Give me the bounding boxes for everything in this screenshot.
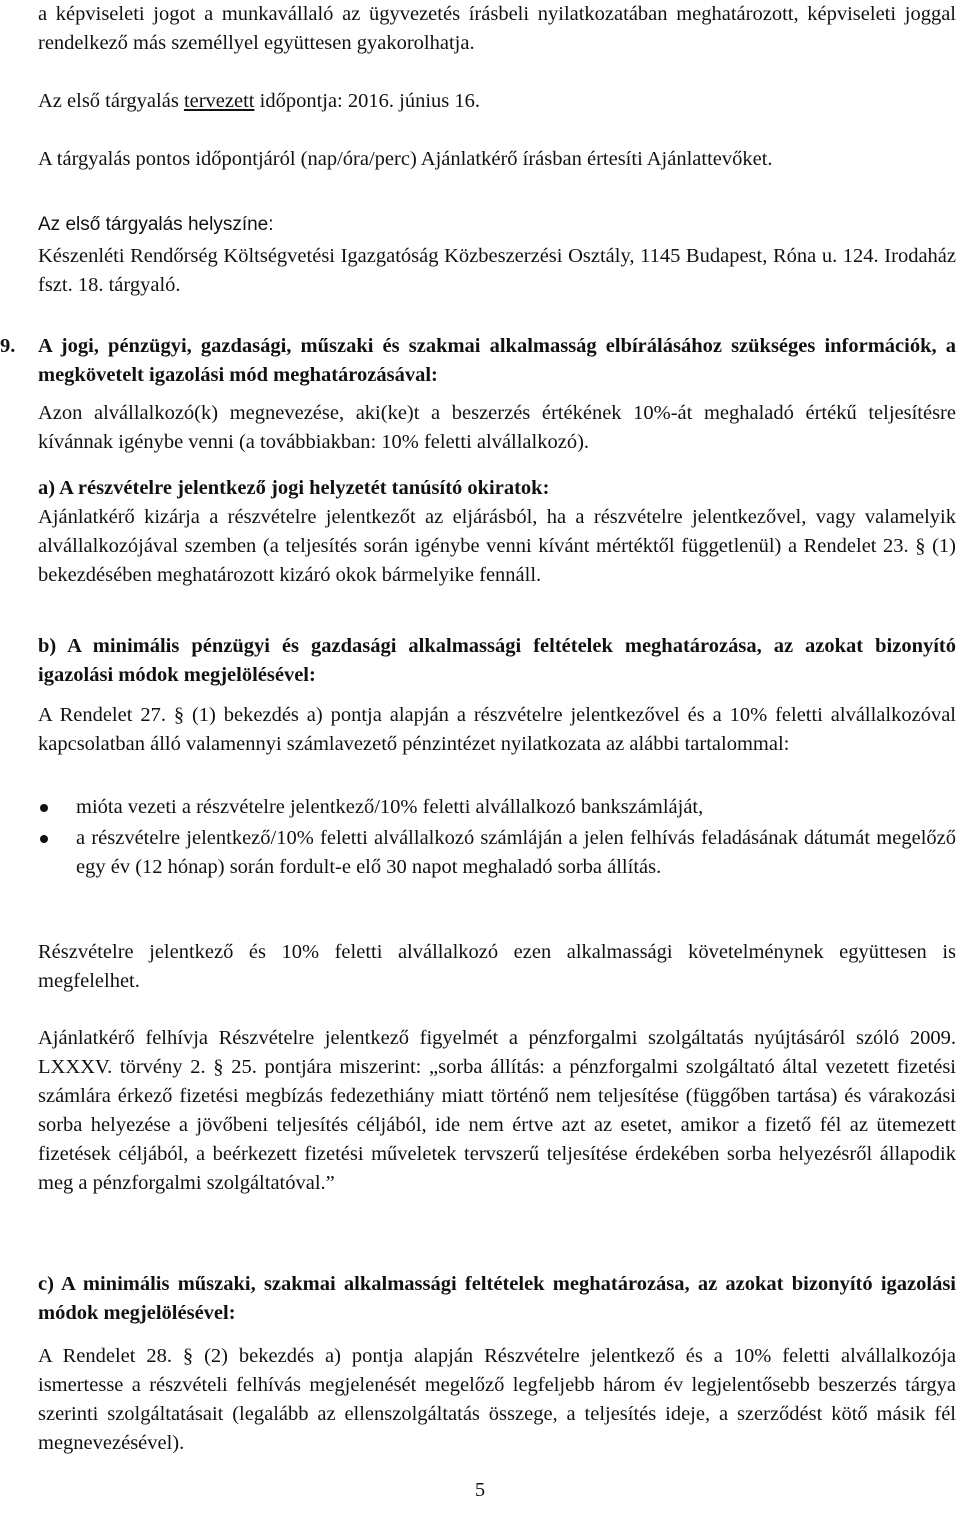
first-hearing-underlined: tervezett [183, 90, 255, 112]
section-9-heading [0, 332, 956, 390]
bullet-icon [40, 835, 48, 843]
first-hearing-suffix: időpontja: 2016. június 16. [254, 90, 480, 112]
list-item [38, 793, 956, 822]
law-reference-paragraph: Ajánlatkérő felhívja Részvételre jelentkező figyelmét a pénzforgalmi szolgáltatás nyújtásáról szóló 2009. LXXXV. törvény 2. § 25. pontjára miszerint: „sorba állítás: a pénzforgalmi szolgáltató által vezetett fizetési számlára érkező fizetési megbízás fedezethiány miatt történő nem teljesítése (függőben tartása) és várakozási sorba helyezése a jövőbeni teljesítés céljából, ide nem értve azt az esetet, amikor a fizető fél az ütemezett fizetések céljából, a beérkezett fizetési műveletek tervszerű teljesítése érdekében sorba helyezésről állapodik meg a pénzforgalmi szolgáltatóval.” [38, 1027, 956, 1194]
first-hearing-date [38, 87, 956, 116]
page-number: 5 [474, 1479, 486, 1501]
venue-address: Készenléti Rendőrség Költségvetési Igazgatóság Közbeszerzési Osztály, 1145 Budapest, Róna u. 124. Irodaház fszt. 18. tárgyaló. [38, 245, 956, 296]
list-item-text: mióta vezeti a részvételre jelentkező/10% feletti alvállalkozó bankszámláját, [76, 796, 704, 818]
intro-paragraph: a képviseleti jogot a munkavállaló az ügyvezetés írásbeli nyilatkozatában meghatározott, képviseleti joggal rendelkező más személlyel együttesen gyakorolhatja. [38, 3, 956, 54]
first-hearing-prefix: Az első tárgyalás [38, 90, 184, 112]
venue-block [38, 210, 956, 239]
list-item [38, 824, 956, 882]
section-9-number: 9. [0, 335, 16, 357]
bullet-icon [40, 804, 48, 812]
joint-compliance-paragraph: Részvételre jelentkező és 10% feletti alvállalkozó ezen alkalmassági követelménynek együttesen is megfelelhet. [38, 941, 956, 992]
section-a-title: a) A részvételre jelentkező jogi helyzetét tanúsító okiratok: [38, 477, 550, 499]
section-c-body: A Rendelet 28. § (2) bekezdés a) pontja alapján Részvételre jelentkező és a 10% feletti alvállalkozója ismertesse a részvételi felhívás megjelenését megelőző legfeljebb három év legjelentősebb beszerzés tárgya szerinti szolgáltatásait (legalább az ellenszolgáltatás összege, a teljesítés ideje, a szerződést kötő másik fél megnevezésével). [38, 1345, 956, 1454]
section-b-bullet-list [38, 793, 956, 882]
venue-label: Az első tárgyalás helyszíne: [38, 214, 274, 235]
section-b-title: b) A minimális pénzügyi és gazdasági alkalmassági feltételek meghatározása, az azokat bizonyító igazolási módok megjelölésével: [38, 635, 956, 686]
notice-paragraph: A tárgyalás pontos időpontjáról (nap/óra/perc) Ajánlatkérő írásban értesíti Ajánlattevőket. [38, 148, 773, 170]
subcontractor-paragraph: Azon alvállalkozó(k) megnevezése, aki(ke)t a beszerzés értékének 10%-át meghaladó értékű teljesítésre kívánnak igénybe venni (a továbbiakban: 10% feletti alvállalkozó). [38, 402, 956, 453]
section-b-body: A Rendelet 27. § (1) bekezdés a) pontja alapján a részvételre jelentkezővel és a 10% feletti alvállalkozóval kapcsolatban álló valamennyi számlavezető pénzintézet nyilatkozata az alábbi tartalommal: [38, 704, 956, 755]
section-c-title: c) A minimális műszaki, szakmai alkalmassági feltételek meghatározása, az azokat bizonyító igazolási módok megjelölésével: [38, 1273, 956, 1324]
list-item-text: a részvételre jelentkező/10% feletti alvállalkozó számláján a jelen felhívás feladásának dátumát megelőző egy év (12 hónap) során fordult-e elő 30 napot meghaladó sorba állítás. [76, 827, 956, 878]
section-a-body: Ajánlatkérő kizárja a részvételre jelentkezőt az eljárásból, ha a részvételre jelentkezővel, vagy valamelyik alvállalkozójával szemben (a teljesítés során igénybe venni kívánt mértéktől függetlenül) a Rendelet 23. § (1) bekezdésében meghatározott kizáró okok bármelyike fennáll. [38, 506, 956, 586]
section-9-title: A jogi, pénzügyi, gazdasági, műszaki és szakmai alkalmasság elbírálásához szükséges információk, a megkövetelt igazolási mód meghatározásával: [38, 335, 956, 386]
